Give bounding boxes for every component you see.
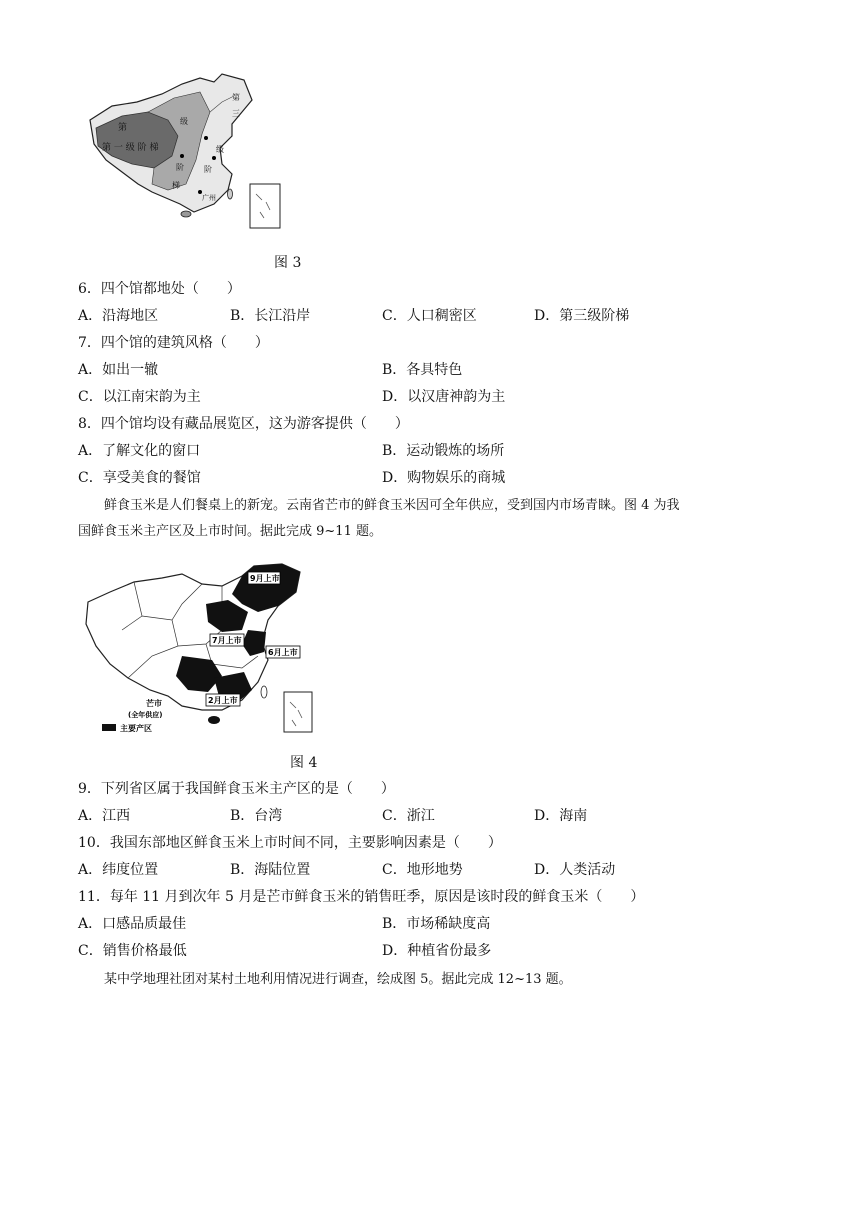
q6-option-d: D．第三级阶梯 xyxy=(534,308,630,324)
q9-option-d: D．海南 xyxy=(534,808,588,824)
legend-swatch xyxy=(102,724,116,731)
q7-stem: 7．四个馆的建筑风格（ ） xyxy=(78,335,269,351)
q8-option-d: D．购物娱乐的商城 xyxy=(382,470,506,486)
q11-option-c: C．销售价格最低 xyxy=(78,943,187,959)
q7-option-c: C．以江南宋韵为主 xyxy=(78,389,201,405)
figure-3-map xyxy=(82,72,292,232)
map3-label-third-d: 阶 xyxy=(204,165,212,174)
q6-option-a: A．沿海地区 xyxy=(78,308,159,324)
q11-option-a: A．口感品质最佳 xyxy=(78,916,187,932)
q11-option-b: B．市场稀缺度高 xyxy=(382,916,491,932)
passage1-line2: 国鲜食玉米主产区及上市时间。据此完成 9~11 题。 xyxy=(78,524,382,539)
figure-4-caption: 图 4 xyxy=(290,755,318,771)
map3-label-first-step: 第 一 级 阶 梯 xyxy=(102,143,159,153)
q10-option-c: C．地形地势 xyxy=(382,862,463,878)
map3-label-third-a: 第 xyxy=(232,93,240,102)
q8-option-c: C．享受美食的餐馆 xyxy=(78,470,201,486)
q10-option-b: B．海陆位置 xyxy=(230,862,311,878)
map3-label-guangzhou: 广州 xyxy=(202,194,216,202)
q8-option-b: B．运动锻炼的场所 xyxy=(382,443,505,459)
q7-option-b: B．各具特色 xyxy=(382,362,463,378)
q7-option-d: D．以汉唐神韵为主 xyxy=(382,389,506,405)
map3-label-ti: 梯 xyxy=(172,181,180,190)
q6-option-b: B．长江沿岸 xyxy=(230,308,311,324)
q8-option-a: A．了解文化的窗口 xyxy=(78,443,201,459)
passage1-line1: 鲜食玉米是人们餐桌上的新宠。云南省芒市的鲜食玉米因可全年供应，受到国内市场青睐。图 4 为我 xyxy=(104,498,680,513)
q9-option-b: B．台湾 xyxy=(230,808,283,824)
map4-label-jul: 7月上市 xyxy=(212,636,242,645)
q6-option-c: C．人口稠密区 xyxy=(382,308,477,324)
q11-stem: 11．每年 11 月到次年 5 月是芒市鲜食玉米的销售旺季，原因是该时段的鲜食玉米（ ） xyxy=(78,889,645,905)
map3-label-third-b: 三 xyxy=(232,109,240,118)
q10-option-d: D．人类活动 xyxy=(534,862,616,878)
map4-label-mangshi: 芒市 xyxy=(146,699,162,708)
q11-option-d: D．种植省份最多 xyxy=(382,943,492,959)
q9-option-a: A．江西 xyxy=(78,808,131,824)
map4-label-jun: 6月上市 xyxy=(268,648,298,657)
figure-3-caption: 图 3 xyxy=(274,255,302,271)
q9-option-c: C．浙江 xyxy=(382,808,435,824)
map3-label-third-c: 级 xyxy=(216,145,224,154)
map4-label-allyear: (全年供应) xyxy=(128,711,163,719)
map3-label-ji: 级 xyxy=(180,117,188,126)
map4-legend-label: 主要产区 xyxy=(120,724,152,733)
q9-stem: 9．下列省区属于我国鲜食玉米主产区的是（ ） xyxy=(78,781,395,797)
passage2-line1: 某中学地理社团对某村土地利用情况进行调查，绘成图 5。据此完成 12~13 题。 xyxy=(104,972,572,987)
q6-stem: 6．四个馆都地处（ ） xyxy=(78,281,241,297)
q7-option-a: A．如出一辙 xyxy=(78,362,159,378)
q10-stem: 10．我国东部地区鲜食玉米上市时间不同，主要影响因素是（ ） xyxy=(78,835,502,851)
figure-4-map xyxy=(82,560,332,740)
q8-stem: 8．四个馆均设有藏品展览区，这为游客提供（ ） xyxy=(78,416,409,432)
map4-label-feb: 2月上市 xyxy=(208,696,238,705)
map3-label-first: 第 xyxy=(118,123,128,133)
map3-label-jie: 阶 xyxy=(176,163,184,172)
map4-label-sep: 9月上市 xyxy=(250,574,280,583)
q10-option-a: A．纬度位置 xyxy=(78,862,159,878)
